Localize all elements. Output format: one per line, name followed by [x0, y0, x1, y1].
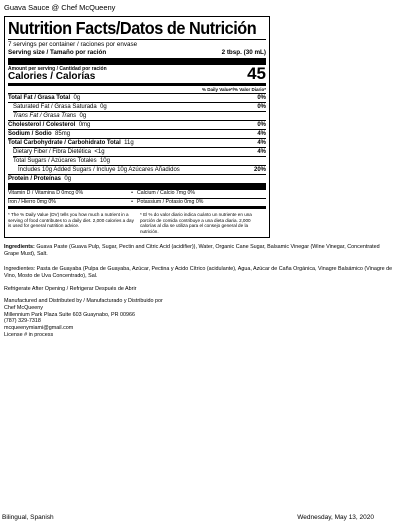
manufacturer-line: License # in process — [4, 331, 54, 338]
saturated-fat-dv: 0% — [257, 104, 266, 110]
footer-left: Bilingual, Spanish — [2, 514, 54, 521]
vitamin-row-1: Vitamin D / Vitamina D 0mcg 0% • Calcium / Calcio 7mg 0% — [8, 190, 195, 196]
serving-size-value: 2 tbsp. (30 mL) — [221, 49, 266, 56]
serving-size-label: Serving size / Tamaño por ración — [8, 49, 107, 56]
total-carb-dv: 4% — [257, 140, 266, 146]
manufacturer-line: Millennium Park Plaza Suite 603 Guaynabo, PR 00966 — [4, 311, 135, 318]
added-sugars-label: Includes 10g Added Sugars / Incluye 10g Azúcares Añadidos — [18, 167, 180, 173]
calories-value: 45 — [247, 64, 266, 83]
daily-value-header: % Daily Value*/% Valor Diario* — [201, 87, 266, 92]
ingredients-spanish: Ingredientes: Pasta de Guayaba (Pulpa de Guayaba, Azúcar, Pectina y Acido Cítrico (acidulante), Agua, Azúcar de Caña Orgánica, Vinagre Balsámico (Vinagre de Vino, Mosto de Uva Concentrado), Sal. — [4, 266, 393, 279]
footnote-spanish: * El % do valor diario indica cuánto un nutriente en una porción de comida contribuye a una dieta diaria. 2,000 calorías al día se utiliza para el consejo general de la nutrición. — [140, 212, 252, 234]
cholesterol-row — [8, 121, 266, 129]
calories-label: Calories / Calorías — [8, 71, 96, 82]
sodium-amount: 85mg — [55, 131, 71, 137]
protein-amount: 0g — [64, 176, 72, 182]
total-carb-row — [8, 139, 266, 147]
total-fat-label: Total Fat / Grasa Total — [8, 95, 71, 101]
manufacturer-line: (787) 329-7318 — [4, 318, 41, 325]
footnote-english: * The % Daily Value (DV) tells you how much a nutrient in a serving of food contributes to a daily diet. 2,000 calories a day is used for general nutrition advice. — [8, 212, 134, 229]
vitamin-row-2: Iron / Hierro 0mg 0% • Potassium / Potasio 0mg 0% — [8, 198, 204, 205]
manufacturer-line: Chef McQueeny — [4, 304, 43, 311]
ingredients-label: Ingredients: — [4, 244, 35, 250]
amount-per-serving: Amount per serving / Cantidad por ración — [8, 66, 107, 72]
dietary-fiber-label: Dietary Fiber / Fibra Dietética — [13, 149, 92, 155]
sodium-row — [8, 130, 266, 138]
total-fat-dv: 0% — [257, 95, 266, 101]
footnote — [8, 209, 266, 234]
refrigerate-note: Refrigerate After Opening / Refrigerar Después de Abrir — [4, 286, 137, 292]
manufacturer-line: mcqueenymiami@gmail.com — [4, 325, 74, 332]
ingredients-text: Guava Paste (Guava Pulp, Sugar, Pectin and Citric Acid (acidifier)), Water, Organic Cane Sugar, Balsamic Vinegar (Wine Vinegar, Concentrated Grape Must), Salt. — [4, 244, 380, 257]
total-carb-amount: 11g — [124, 140, 134, 146]
iron: Iron / Hierro 0mg 0% — [8, 198, 56, 205]
saturated-fat-amount: 0g — [100, 104, 107, 110]
cholesterol-dv: 0% — [257, 122, 266, 128]
saturated-fat-label: Saturated Fat / Grasa Saturada — [13, 104, 97, 110]
total-sugars-row — [8, 157, 266, 165]
servings-text: 7 servings per container / raciones por envase — [8, 41, 138, 48]
ingredients-english — [4, 244, 394, 258]
panel-title: Nutrition Facts/Datos de Nutrición — [8, 18, 257, 38]
dietary-fiber-row — [8, 148, 266, 156]
protein-label: Protein / Proteínas — [8, 176, 62, 182]
added-sugars-row — [8, 166, 266, 174]
manufacturer-line: Manufactured and Distributed by / Manufacturado y Distribuido por — [4, 298, 163, 304]
serving-size-row — [8, 49, 266, 57]
added-sugars-dv: 20% — [253, 167, 266, 173]
calories-row — [8, 65, 266, 82]
page-header: Guava Sauce @ Chef McQueeny — [4, 3, 116, 12]
total-fat-amount: 0g — [73, 95, 81, 101]
footer-right: Wednesday, May 13, 2020 — [297, 514, 374, 521]
trans-fat-amount: 0g — [79, 113, 87, 119]
vitamin-d: Vitamin D / Vitamina D 0mcg 0% — [8, 190, 84, 196]
protein-row — [8, 175, 266, 183]
total-sugars-label: Total Sugars / Azúcares Totales — [13, 158, 97, 164]
dietary-fiber-dv: 4% — [257, 149, 266, 155]
servings-row — [8, 41, 266, 49]
trans-fat-label: Trans Fat / Grasa Trans — [13, 113, 77, 119]
saturated-fat-row — [8, 103, 266, 111]
cholesterol-amount: 0mg — [78, 122, 91, 128]
potassium: Potassium / Potasio 0mg 0% — [137, 198, 204, 205]
total-fat-row — [8, 94, 266, 102]
trans-fat-row — [8, 112, 266, 120]
total-carb-label: Total Carbohydrate / Carbohidrato Total — [8, 140, 121, 146]
cholesterol-label: Cholesterol / Colesterol — [8, 122, 76, 128]
sodium-label: Sodium / Sodio — [8, 131, 52, 137]
dietary-fiber-amount: <1g — [94, 149, 105, 155]
manufacturer-info — [4, 298, 394, 339]
sodium-dv: 4% — [257, 131, 266, 137]
calcium: Calcium / Calcio 7mg 0% — [137, 190, 195, 196]
nutrition-facts-panel — [4, 16, 270, 238]
total-sugars-amount: 10g — [99, 158, 110, 164]
